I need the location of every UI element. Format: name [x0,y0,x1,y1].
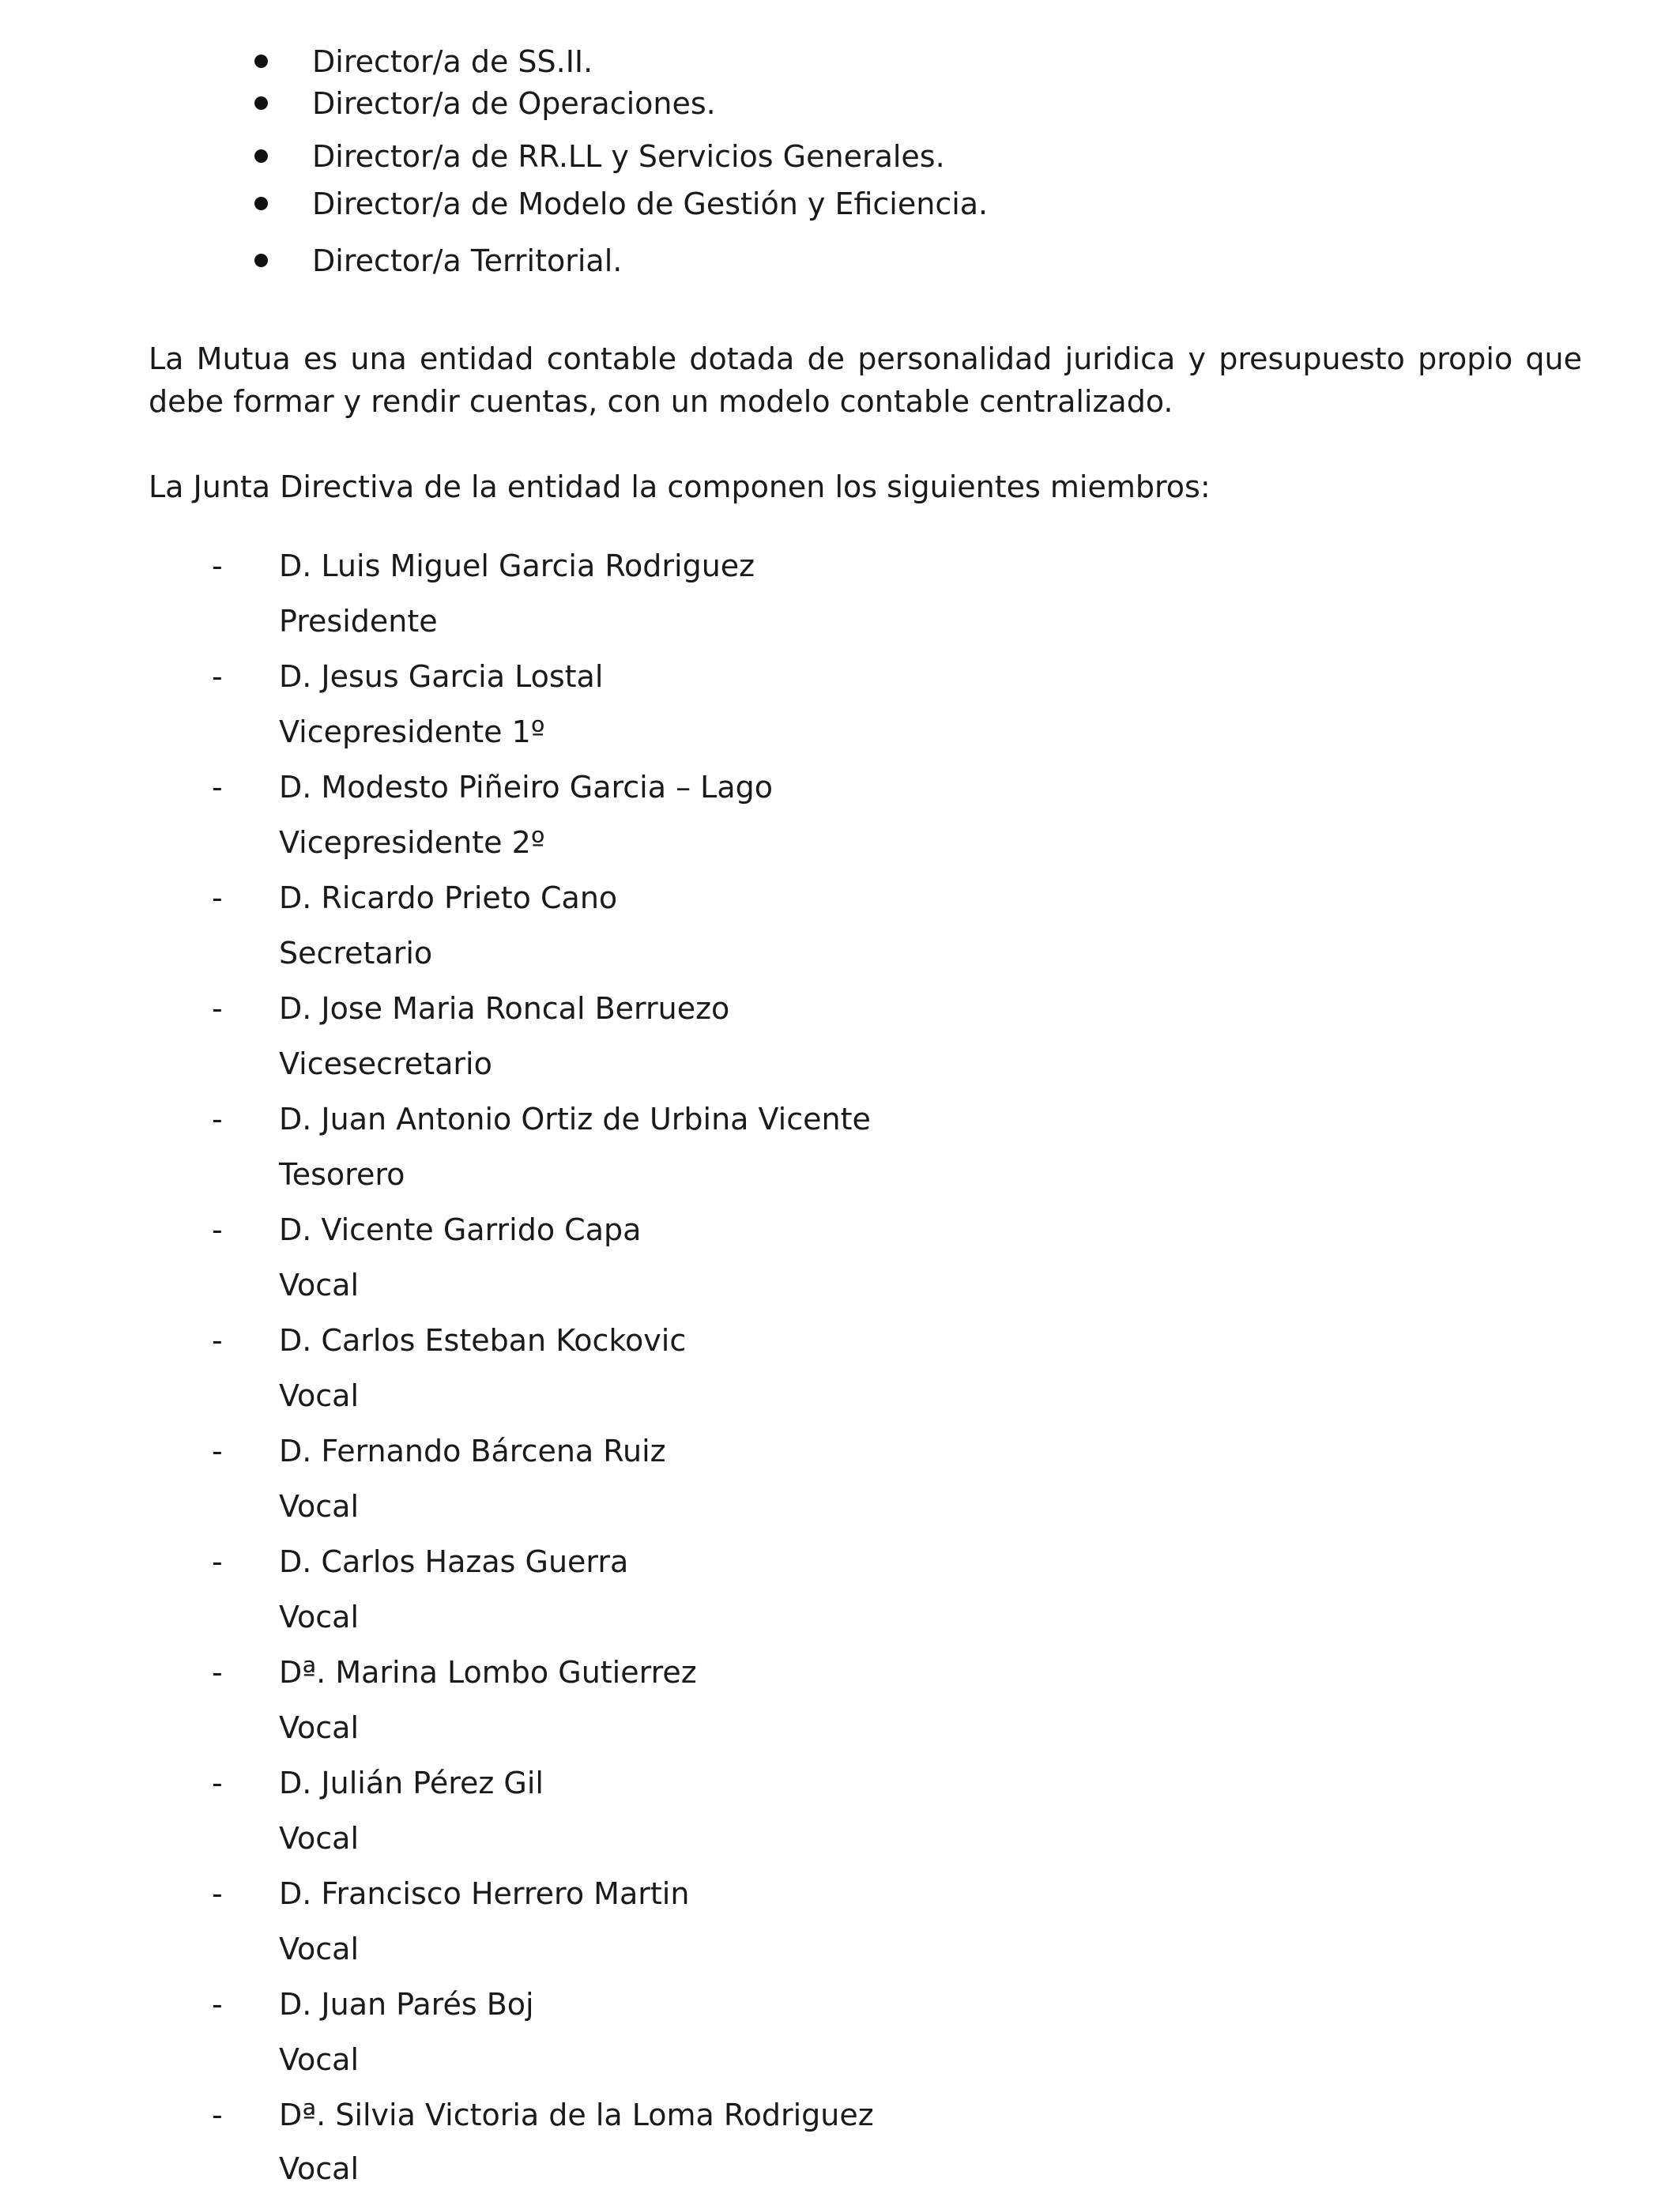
board-member-name: D. Carlos Esteban Kockovic [279,1323,687,1358]
board-member-name: D. Luis Miguel Garcia Rodriguez [279,548,755,583]
dash-marker: - [212,1876,223,1911]
board-member-role: Vicepresidente 2º [279,825,545,860]
bullet-icon [254,254,268,267]
director-title: Director/a de RR.LL y Servicios Generales. [312,139,945,174]
board-member-name: D. Juan Antonio Ortiz de Urbina Vicente [279,1102,871,1137]
entity-description-paragraph: La Mutua es una entidad contable dotada de personalidad juridica y presupuesto propio que debe formar y rendir cuentas, con un modelo contable centralizado. [149,341,1582,419]
board-member-name: Dª. Silvia Victoria de la Loma Rodriguez [279,2098,874,2132]
board-member-name: D. Julián Pérez Gil [279,1766,544,1800]
director-title: Director/a de Modelo de Gestión y Eficiencia. [312,187,989,221]
board-member-role: Vicesecretario [279,1046,492,1081]
board-member-role: Vocal [279,1821,360,1856]
bullet-icon [254,149,268,163]
board-member-name: D. Jose Maria Roncal Berruezo [279,991,730,1026]
dash-marker: - [212,2098,223,2132]
dash-marker: - [212,1655,223,1690]
dash-marker: - [212,1766,223,1800]
board-member-role: Vocal [279,1489,360,1524]
bullet-icon [254,96,268,110]
board-member-role: Vocal [279,1600,360,1634]
dash-marker: - [212,1212,223,1247]
director-title: Director/a de SS.II. [312,44,593,79]
dash-marker: - [212,1434,223,1468]
board-member-role: Secretario [279,936,433,971]
board-member-role: Vocal [279,1378,360,1413]
board-member-role: Tesorero [279,1157,405,1192]
board-member-name: D. Jesus Garcia Lostal [279,659,604,694]
dash-marker: - [212,659,223,694]
dash-marker: - [212,1544,223,1579]
board-member-role: Vocal [279,2151,360,2186]
board-member-name: Dª. Marina Lombo Gutierrez [279,1655,697,1690]
board-member-role: Vocal [279,1710,360,1745]
dash-marker: - [212,770,223,805]
board-member-name: D. Ricardo Prieto Cano [279,880,618,915]
board-member-name: D. Modesto Piñeiro Garcia – Lago [279,770,773,805]
bullet-icon [254,55,268,68]
dash-marker: - [212,880,223,915]
board-member-role: Vocal [279,1932,360,1966]
director-title: Director/a de Operaciones. [312,86,716,121]
board-member-name: D. Juan Parés Boj [279,1987,534,2022]
board-member-name: D. Francisco Herrero Martin [279,1876,690,1911]
dash-marker: - [212,1323,223,1358]
board-member-role: Vocal [279,1268,360,1302]
board-member-name: D. Carlos Hazas Guerra [279,1544,629,1579]
board-member-role: Presidente [279,604,438,639]
dash-marker: - [212,991,223,1026]
board-member-role: Vocal [279,2042,360,2077]
director-title: Director/a Territorial. [312,243,623,278]
board-member-role: Vicepresidente 1º [279,714,545,749]
dash-marker: - [212,1102,223,1137]
dash-marker: - [212,1987,223,2022]
board-member-name: D. Fernando Bárcena Ruiz [279,1434,666,1468]
bullet-icon [254,197,268,210]
dash-marker: - [212,548,223,583]
board-intro-paragraph: La Junta Directiva de la entidad la componen los siguientes miembros: [149,469,1211,504]
board-member-name: D. Vicente Garrido Capa [279,1212,642,1247]
